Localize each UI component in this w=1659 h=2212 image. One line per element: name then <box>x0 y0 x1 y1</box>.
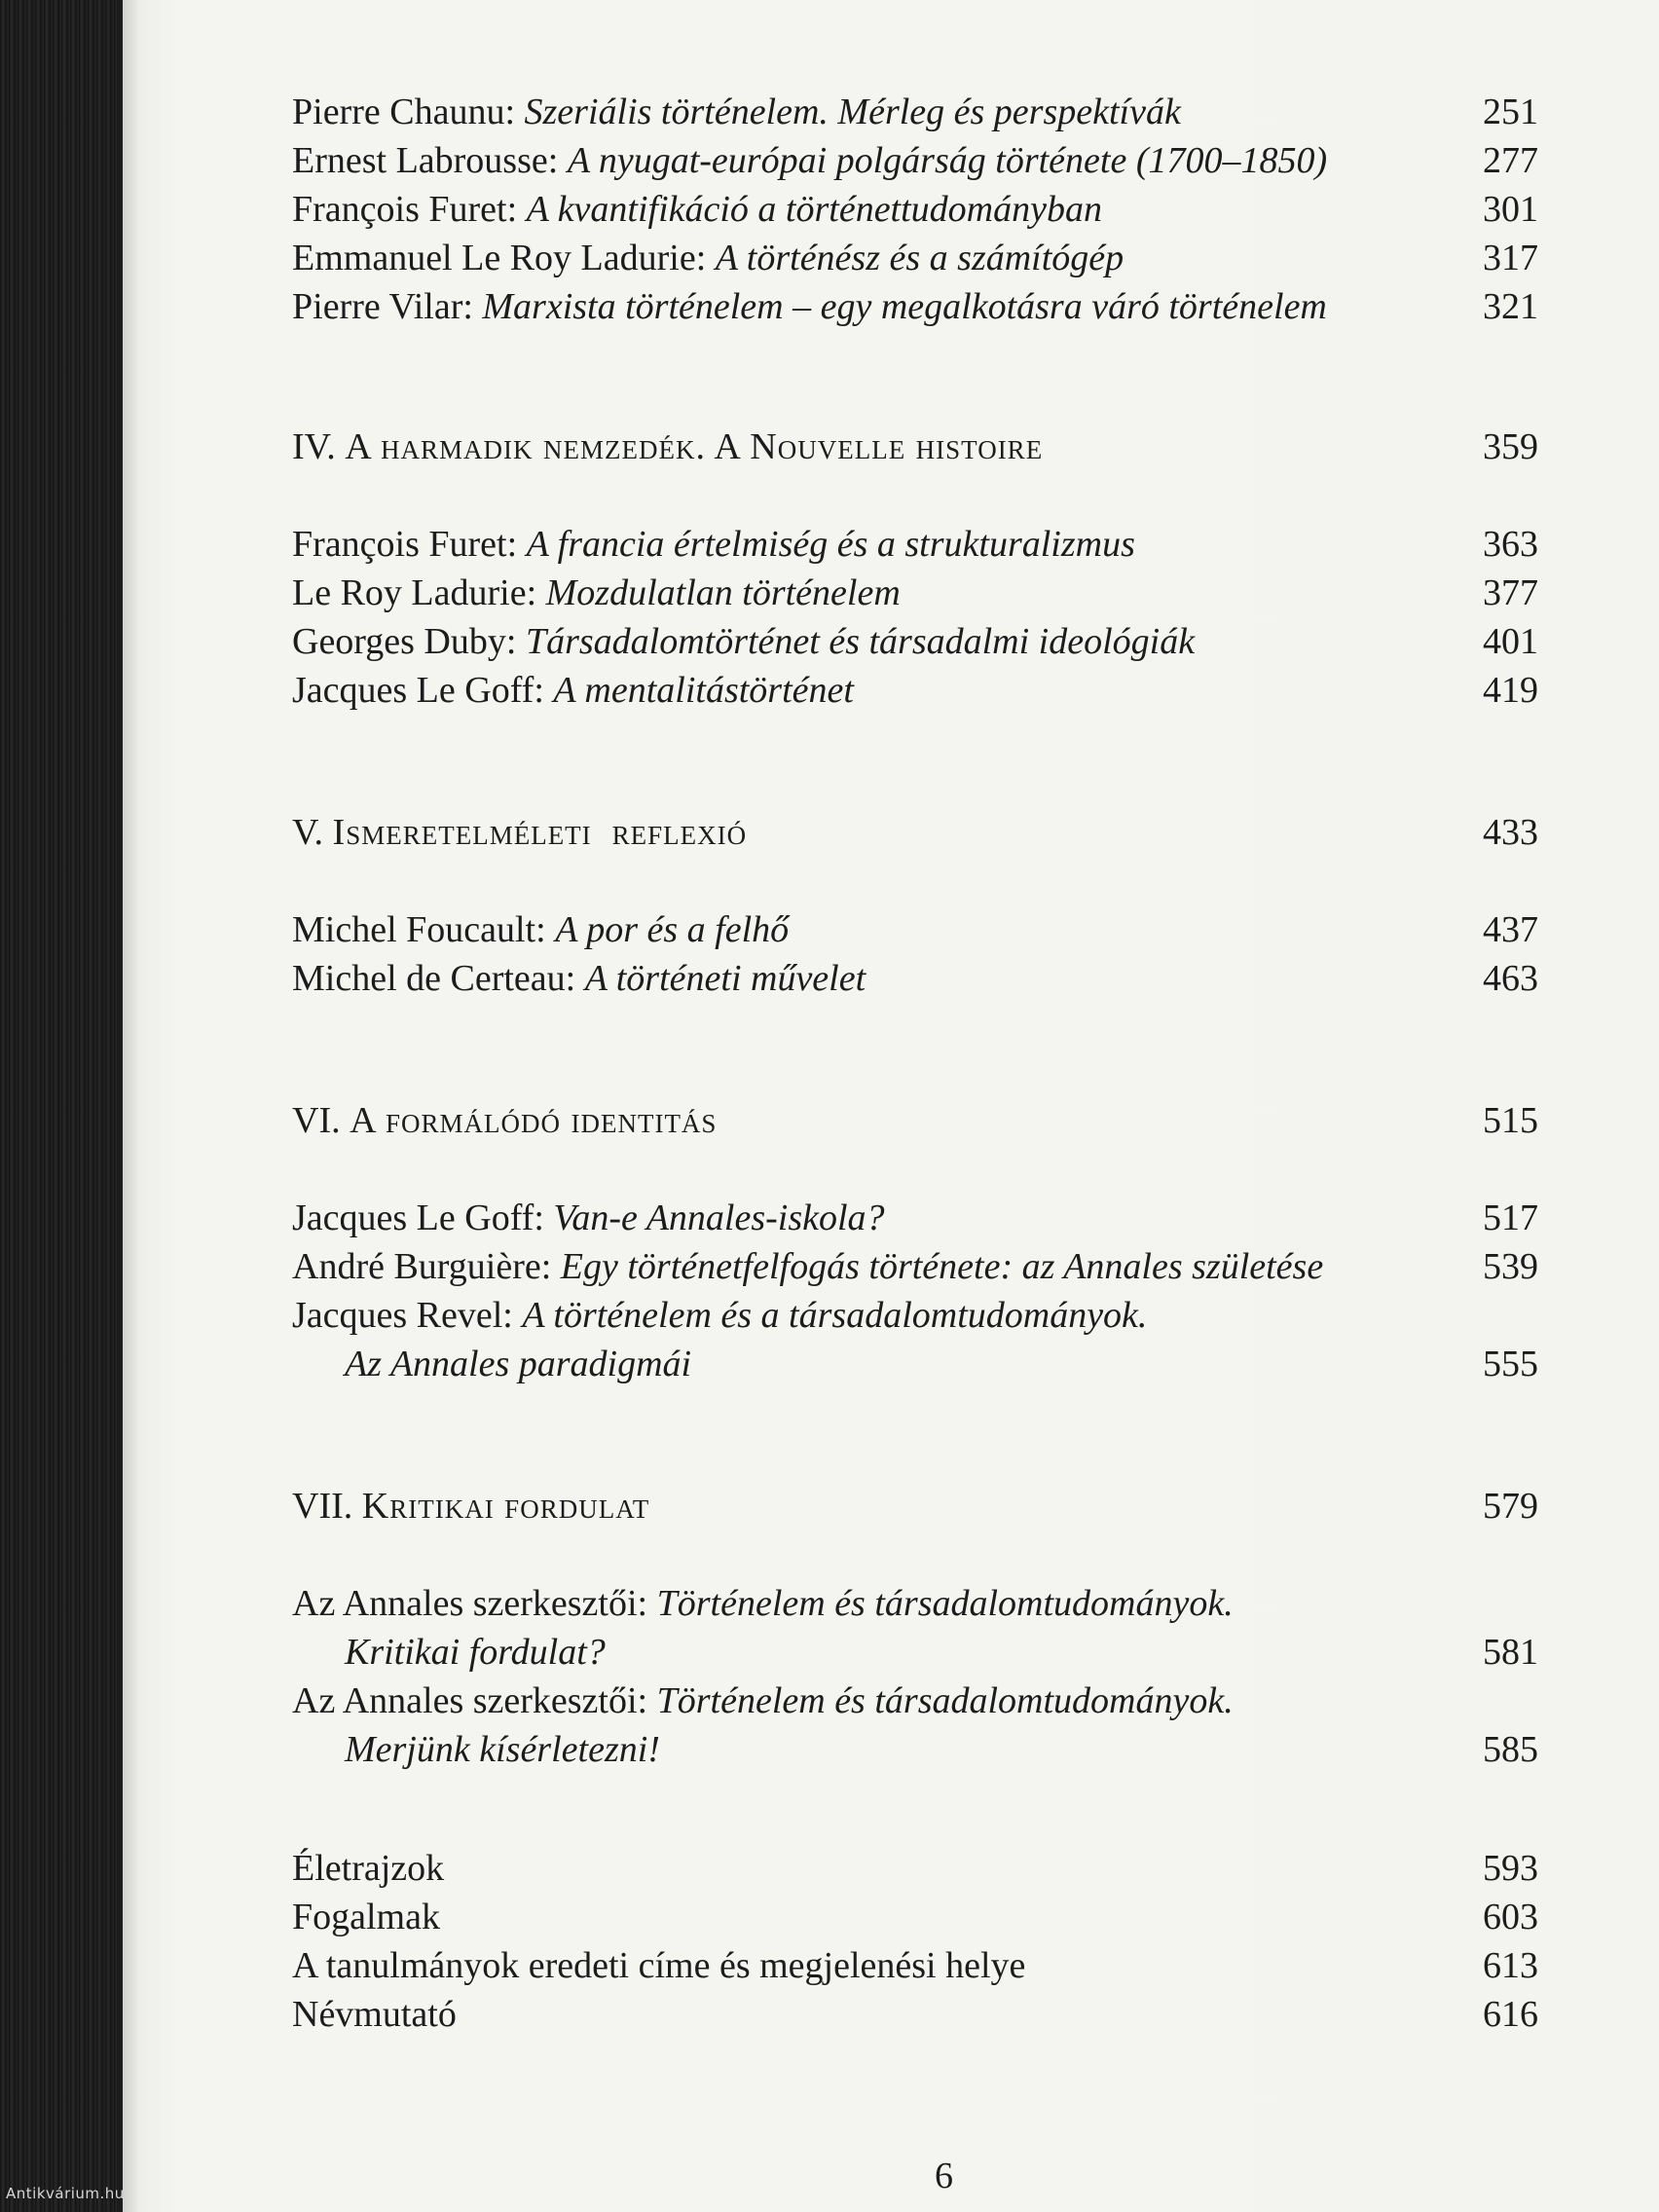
toc-page-number: 277 <box>1483 140 1538 181</box>
toc-entry-continuation: Az Annales paradigmái 555 <box>345 1340 1538 1388</box>
toc-entry: Georges Duby: Társadalomtörténet és társadalmi ideológiák 401 <box>292 617 1538 666</box>
toc-page-number: 419 <box>1483 670 1538 711</box>
toc-entry: Ernest Labrousse: A nyugat-európai polgárság története (1700–1850) 277 <box>292 136 1538 185</box>
toc-page-number: 585 <box>1483 1729 1538 1770</box>
watermark-text: Antikvárium.hu <box>6 2185 125 2202</box>
toc-entry: André Burguière: Egy történetfelfogás története: az Annales születése 539 <box>292 1242 1538 1291</box>
toc-entry: François Furet: A kvantifikáció a történettudományban 301 <box>292 185 1538 234</box>
toc-entry: Michel Foucault: A por és a felhő 437 <box>292 905 1538 954</box>
toc-entry: Az Annales szerkesztői: Történelem és társadalomtudományok. <box>292 1583 1234 1624</box>
appendix-entry: A tanulmányok eredeti címe és megjelenési helye 613 <box>292 1941 1538 1990</box>
toc-page-number: 377 <box>1483 572 1538 613</box>
toc-entry: François Furet: A francia értelmiség és a strukturalizmus 363 <box>292 520 1538 569</box>
toc-page-number: 616 <box>1483 1994 1538 2035</box>
toc-entry: Emmanuel Le Roy Ladurie: A történész és a számítógép 317 <box>292 234 1538 282</box>
toc-entry: Jacques Le Goff: Van-e Annales-iskola? 517 <box>292 1194 1538 1242</box>
page-number: 6 <box>935 2156 953 2196</box>
toc-entry: Az Annales szerkesztői: Történelem és társadalomtudományok. <box>292 1680 1234 1721</box>
toc-page-number: 401 <box>1483 621 1538 662</box>
toc-page-number: 251 <box>1483 92 1538 132</box>
toc-page-number: 433 <box>1483 812 1538 853</box>
toc-entry: Pierre Vilar: Marxista történelem – egy megalkotásra váró történelem 321 <box>292 282 1538 331</box>
toc-page-number: 555 <box>1483 1344 1538 1384</box>
section-heading-vi: VI. A formálódó identitás 515 <box>292 1096 1538 1145</box>
toc-page-number: 539 <box>1483 1246 1538 1287</box>
toc-page-number: 363 <box>1483 524 1538 565</box>
book-binding-edge <box>0 0 117 2212</box>
appendix-entry: Névmutató 616 <box>292 1990 1538 2039</box>
appendix-entry: Fogalmak 603 <box>292 1893 1538 1941</box>
toc-page-number: 517 <box>1483 1198 1538 1238</box>
toc-page-number: 579 <box>1483 1486 1538 1527</box>
toc-entry: Jacques Le Goff: A mentalitástörténet 419 <box>292 666 1538 715</box>
toc-page-number: 463 <box>1483 958 1538 999</box>
toc-page-number: 515 <box>1483 1100 1538 1141</box>
toc-page-number: 613 <box>1483 1945 1538 1986</box>
toc-entry-continuation: Merjünk kísérletezni! 585 <box>345 1725 1538 1774</box>
toc-page-number: 581 <box>1483 1632 1538 1673</box>
toc-page-number: 359 <box>1483 426 1538 467</box>
appendix-entry: Életrajzok 593 <box>292 1844 1538 1893</box>
toc-entry: Michel de Certeau: A történeti művelet 463 <box>292 954 1538 1003</box>
toc-page-number: 317 <box>1483 238 1538 278</box>
toc-entry: Le Roy Ladurie: Mozdulatlan történelem 377 <box>292 569 1538 617</box>
toc-entry: Pierre Chaunu: Szeriális történelem. Mérleg és perspektívák 251 <box>292 88 1538 136</box>
section-heading-v: V. Ismeretelméleti reflexió 433 <box>292 808 1538 857</box>
toc-page-number: 603 <box>1483 1897 1538 1937</box>
section-heading-iv: IV. A harmadik nemzedék. A Nouvelle histoire 359 <box>292 423 1538 471</box>
toc-page-number: 593 <box>1483 1848 1538 1889</box>
section-heading-vii: VII. Kritikai fordulat 579 <box>292 1482 1538 1530</box>
toc-entry: Jacques Revel: A történelem és a társadalomtudományok. <box>292 1295 1148 1336</box>
toc-page-number: 321 <box>1483 286 1538 327</box>
toc-entry-continuation: Kritikai fordulat? 581 <box>345 1628 1538 1677</box>
toc-page-number: 437 <box>1483 909 1538 950</box>
toc-page-number: 301 <box>1483 189 1538 230</box>
